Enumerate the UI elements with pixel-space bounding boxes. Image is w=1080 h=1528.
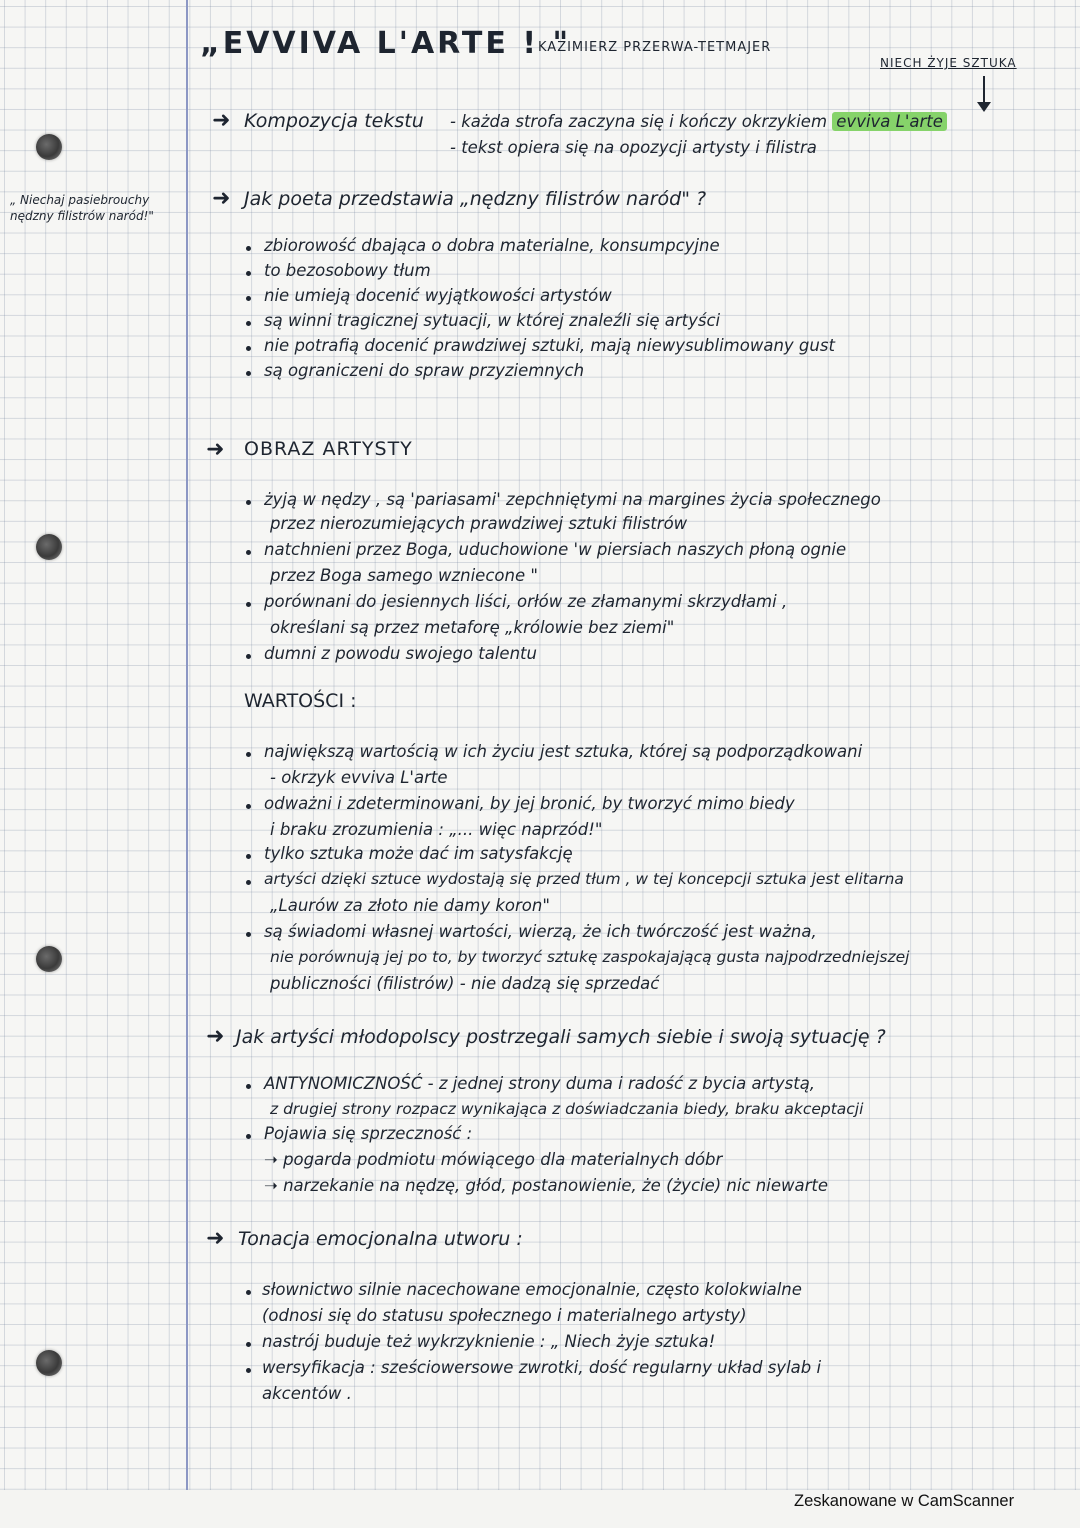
list-item-cont: akcentów . [262, 1384, 352, 1403]
list-item-cont: - okrzyk evviva L'arte [270, 768, 448, 787]
bullet-icon [246, 602, 251, 607]
highlight-evviva: evviva L'arte [832, 112, 947, 131]
list-item: są ograniczeni do spraw przyziemnych [264, 361, 585, 380]
list-item: porównani do jesiennych liści, orłów ze złamanymi skrzydłami , [264, 592, 788, 611]
arrow-right-icon: ➝ [264, 1176, 284, 1195]
list-item-cont: publiczności (filistrów) - nie dadzą się sprzedać [270, 974, 660, 993]
arrow-right-icon: ➜ [206, 1226, 225, 1251]
list-item: nastrój buduje też wykrzyknienie : „ Niech żyje sztuka! [262, 1332, 716, 1351]
sub-item-text: narzekanie na nędzę, głód, postanowienie, że (życie) nic niewarte [283, 1176, 828, 1195]
list-item: Pojawia się sprzeczność : [264, 1124, 473, 1143]
bullet-icon [246, 1342, 251, 1347]
list-item: największą wartością w ich życiu jest sztuka, której są podporządkowani [264, 742, 863, 761]
list-item: zbiorowość dbająca o dobra materialne, konsumpcyjne [264, 236, 720, 255]
bullet-icon [246, 1084, 251, 1089]
composition-line-2: - tekst opiera się na opozycji artysty i filistra [450, 138, 817, 157]
list-item: są świadomi własnej wartości, wierzą, że ich twórczość jest ważna, [264, 922, 817, 941]
list-item: artyści dzięki sztuce wydostają się przed tłum , w tej koncepcji sztuka jest elitarna [264, 870, 904, 888]
bullet-icon [246, 550, 251, 555]
list-item-cont: przez nierozumiejących prawdziwej sztuki filistrów [270, 514, 688, 533]
list-item: są winni tragicznej sytuacji, w której znaleźli się artyści [264, 311, 721, 330]
bullet-icon [246, 752, 251, 757]
bullet-icon [246, 654, 251, 659]
section-artysta-heading: OBRAZ ARTYSTY [244, 438, 413, 460]
list-item-cont: i braku zrozumienia : „... więc naprzód!" [270, 820, 603, 839]
section-filistrzy-heading: Jak poeta przedstawia „nędzny filistrów naród" ? [244, 188, 707, 210]
list-item: nie potrafią docenić prawdziwej sztuki, mają niewysublimowany gust [264, 336, 835, 355]
section-wartosci-heading: WARTOŚCI : [244, 690, 357, 712]
bullet-icon [246, 1134, 251, 1139]
arrow-down-icon [983, 76, 985, 104]
list-item: dumni z powodu swojego talentu [264, 644, 537, 663]
arrow-right-icon: ➝ [264, 1150, 284, 1169]
list-item: wersyfikacja : sześciowersowe zwrotki, dość regularny układ sylab i [262, 1358, 822, 1377]
bullet-icon [246, 346, 251, 351]
arrow-right-icon: ➜ [206, 1024, 225, 1049]
bullet-icon [246, 1290, 251, 1295]
list-item: nie umieją docenić wyjątkowości artystów [264, 286, 612, 305]
bullet-icon [246, 246, 251, 251]
punch-hole [36, 534, 62, 560]
list-item: słownictwo silnie nacechowane emocjonalnie, często kolokwialne [262, 1280, 802, 1299]
list-item-cont: nie porównują jej po to, by tworzyć sztukę zaspokajającą gusta najpodrzedniejszej [270, 948, 910, 966]
section-tonacja-heading: Tonacja emocjonalna utworu : [238, 1228, 523, 1250]
author-name: KAZIMIERZ PRZERWA-TETMAJER [538, 40, 772, 55]
list-item: żyją w nędzy , są 'pariasami' zepchniętymi na margines życia społecznego [264, 490, 881, 509]
composition-label: Kompozycja tekstu [244, 110, 424, 132]
note-top-right: NIECH ŻYJE SZTUKA [880, 56, 1017, 70]
bullet-icon [246, 296, 251, 301]
punch-hole [36, 134, 62, 160]
page-title: „EVVIVA L'ARTE ! " [200, 26, 572, 61]
bullet-icon [246, 804, 251, 809]
bullet-icon [246, 1368, 251, 1373]
bullet-icon [246, 371, 251, 376]
list-item: tylko sztuka może dać im satysfakcję [264, 844, 573, 863]
bullet-icon [246, 854, 251, 859]
bullet-icon [246, 271, 251, 276]
sub-item-text: pogarda podmiotu mówiącego dla materialnych dóbr [283, 1150, 723, 1169]
arrow-right-icon: ➜ [212, 108, 231, 133]
bullet-icon [246, 321, 251, 326]
list-item-cont: „Laurów za złoto nie damy koron" [270, 896, 550, 915]
composition-line-1 [450, 112, 947, 131]
sub-item [264, 1150, 722, 1169]
bullet-icon [246, 880, 251, 885]
list-item-cont: przez Boga samego wzniecone " [270, 566, 538, 585]
margin-line [186, 0, 188, 1490]
punch-hole [36, 1350, 62, 1376]
punch-hole [36, 946, 62, 972]
sub-item [264, 1176, 828, 1195]
arrow-right-icon: ➜ [212, 186, 231, 211]
composition-line-1-text: - każda strofa zaczyna się i kończy okrzykiem [450, 112, 828, 131]
list-item: to bezosobowy tłum [264, 261, 431, 280]
list-item-cont: określani są przez metaforę „królowie bez ziemi" [270, 618, 675, 637]
list-item: natchnieni przez Boga, uduchowione 'w piersiach naszych płoną ognie [264, 540, 847, 559]
arrow-right-icon: ➜ [206, 437, 225, 462]
list-item: ANTYNOMICZNOŚĆ - z jednej strony duma i radość z bycia artystą, [264, 1074, 816, 1093]
bullet-icon [246, 500, 251, 505]
side-note: „ Niechaj pasiebrouchy nędzny filistrów naród!" [10, 193, 154, 223]
section-mlodopolscy-heading: Jak artyści młodopolscy postrzegali samych siebie i swoją sytuację ? [236, 1026, 886, 1048]
scanner-watermark: Zeskanowane w CamScanner [794, 1492, 1015, 1510]
list-item-cont: (odnosi się do statusu społecznego i materialnego artysty) [262, 1306, 747, 1325]
bullet-icon [246, 932, 251, 937]
list-item: odważni i zdeterminowani, by jej bronić, by tworzyć mimo biedy [264, 794, 795, 813]
list-item-cont: z drugiej strony rozpacz wynikająca z doświadczania biedy, braku akceptacji [270, 1100, 864, 1118]
